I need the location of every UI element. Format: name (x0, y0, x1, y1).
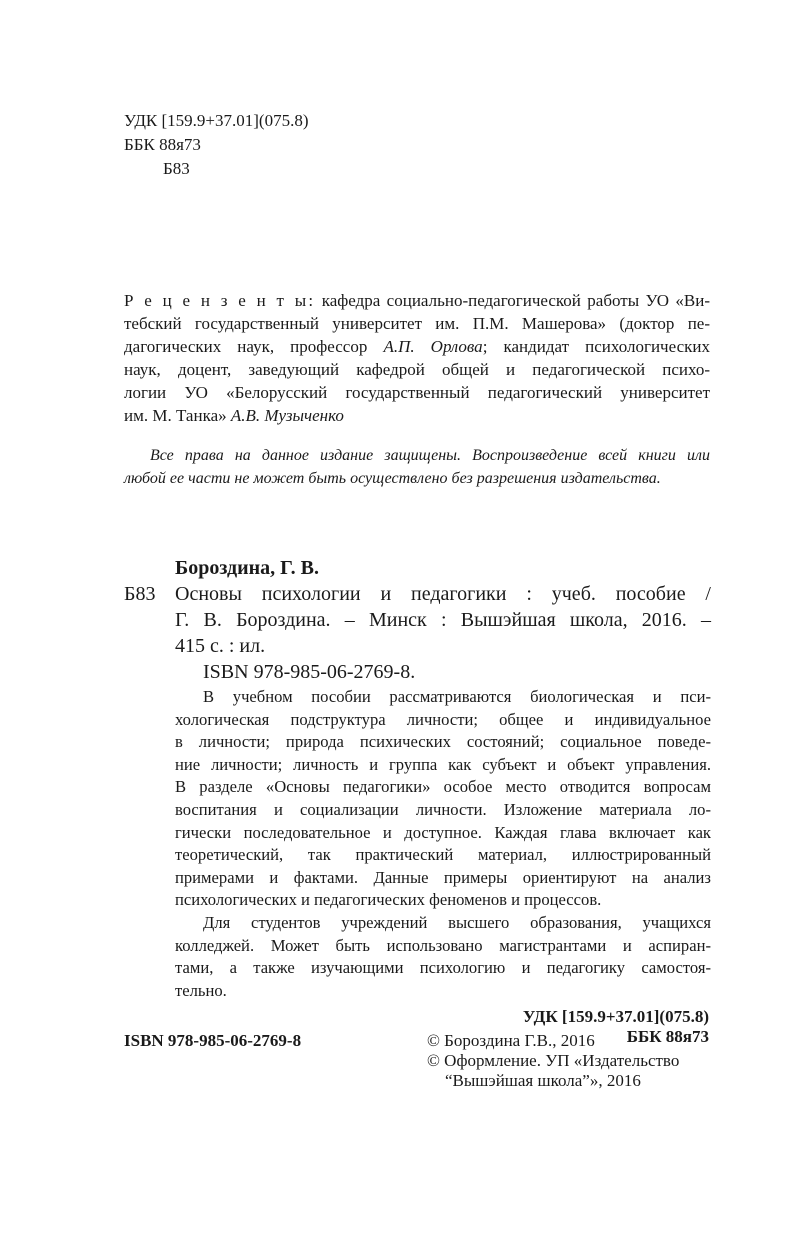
annotation-line: примерами и фактами. Данные примеры ориентируют на анализ (175, 867, 711, 887)
copyright-design: © Оформление. УП «Издательство (427, 1051, 680, 1070)
udk-code-top: УДК [159.9+37.01](075.8) (124, 111, 309, 130)
card-title-line: Основы психологии и педагогики : учеб. пособие / (175, 583, 711, 605)
annotation-line: теоретический, так практический материал, иллюстрированный (175, 845, 711, 865)
reviewers-text: им. М. Танка» (124, 406, 231, 425)
card-pages-line: 415 с. : ил. (175, 635, 266, 657)
annotation-line: тельно. (175, 980, 227, 1000)
annotation-line: в личности; природа психических состояний; социальное поведе- (175, 732, 711, 752)
annotation-line: ние личности; личность и группа как субъект и объект управления. (175, 754, 711, 774)
reviewers-block (124, 289, 710, 427)
card-imprint-line: Г. В. Бороздина. – Минск : Вышэйшая школа, 2016. – (175, 609, 711, 631)
annotation-line: гически последовательное и доступное. Каждая глава включает как (175, 822, 711, 842)
annotation-block (175, 686, 711, 1002)
copyright-publisher: “Вышэйшая школа”», 2016 (445, 1071, 641, 1090)
annotation-line: колледжей. Может быть использовано магистрантами и аспиран- (175, 935, 711, 955)
isbn-bottom: ISBN 978-985-06-2769-8 (124, 1031, 302, 1050)
annotation-line: В учебном пособии рассматриваются биологическая и пси- (203, 687, 711, 706)
reviewers-text: кафедра социально-педагогической работы УО «Ви- (315, 291, 710, 310)
reviewers-line (124, 404, 710, 427)
bbk-code-bottom: ББК 88я73 (626, 1027, 709, 1046)
reviewer-name: А.В. Музыченко (230, 406, 344, 425)
annotation-line: тами, а также изучающими психологию и педагогику самостоя- (175, 958, 711, 978)
rights-line: любой ее части не может быть осуществлено без разрешения издательства. (124, 470, 661, 487)
rights-line: Все права на данное издание защищены. Воспроизведение всей книги или (150, 447, 710, 464)
card-isbn: ISBN 978-985-06-2769-8. (203, 661, 416, 683)
reviewers-line: тебский государственный университет им. П.М. Машерова» (доктор пе- (124, 314, 710, 333)
annotation-line: воспитания и социализации личности. Изложение материала ло- (175, 799, 711, 819)
reviewers-line: наук, доцент, заведующий кафедрой общей и педагогической психо- (124, 360, 710, 379)
author-code-top: Б83 (163, 159, 190, 178)
card-author: Бороздина, Г. В. (175, 557, 319, 579)
rights-notice (124, 444, 710, 490)
annotation-line: психологических и педагогических феноменов и процессов. (175, 890, 602, 910)
reviewers-label: Р е ц е н з е н т ы: (124, 291, 316, 310)
copyright-author: © Бороздина Г.В., 2016 (427, 1031, 595, 1050)
card-author-code: Б83 (124, 583, 156, 605)
reviewers-text: ; кандидат психологических (482, 337, 710, 356)
annotation-line: Для студентов учреждений высшего образования, учащихся (203, 912, 711, 932)
reviewers-line (124, 335, 710, 358)
reviewers-line: логии УО «Белорусский государственный педагогический университет (124, 383, 710, 402)
bbk-code-top: ББК 88я73 (124, 135, 201, 154)
reviewer-name: А.П. Орлова (383, 337, 483, 356)
reviewers-text: дагогических наук, профессор (124, 337, 384, 356)
annotation-line: хологическая подструктура личности; общее и индивидуальное (175, 709, 711, 729)
reviewers-line (124, 289, 710, 312)
udk-code-bottom: УДК [159.9+37.01](075.8) (522, 1007, 709, 1026)
annotation-line: В разделе «Основы педагогики» особое место отводится вопросам (175, 777, 711, 797)
